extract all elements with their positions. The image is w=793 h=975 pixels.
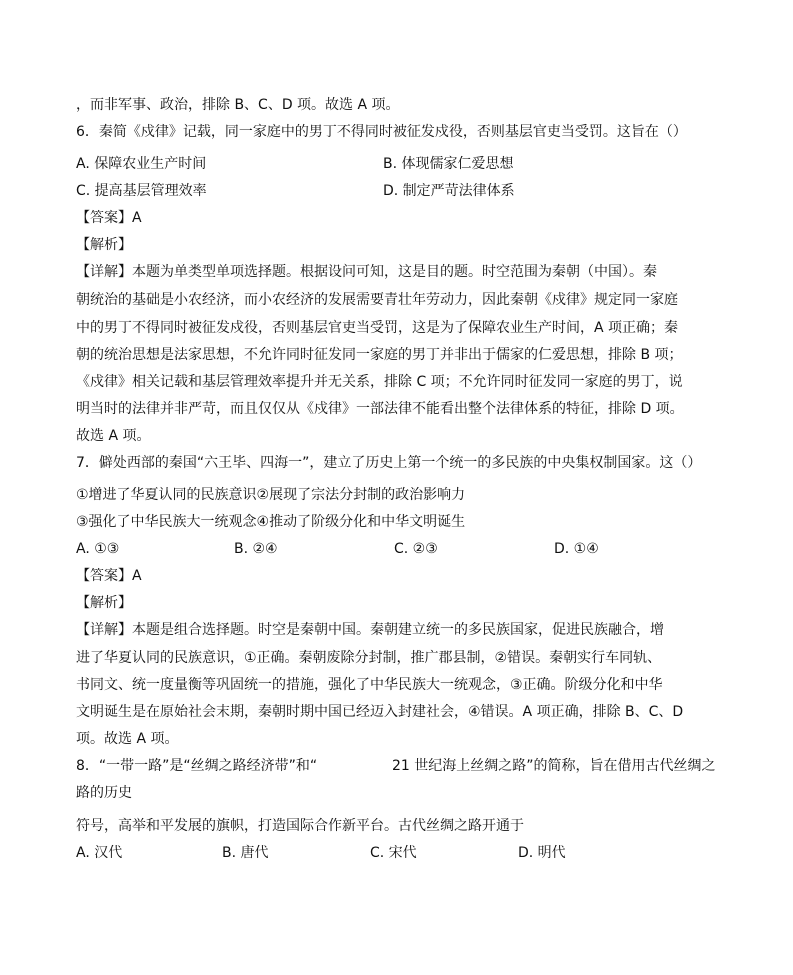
statement-line: ③强化了中华民族大一统观念④推动了阶级分化和中华文明诞生 — [76, 514, 466, 530]
explanation-line: 朝统治的基础是小农经济，而小农经济的发展需要青壮年劳动力，因此秦朝《戍律》规定同一家庭 — [76, 292, 678, 308]
option-b: B. 唐代 — [222, 845, 269, 861]
explanation-line: 【详解】本题为单类型单项选择题。根据设问可知，这是目的题。时空范围为秦朝（中国）。秦 — [76, 264, 657, 280]
text-line: 路的历史 — [76, 785, 132, 801]
option-d: D. ①④ — [554, 541, 599, 557]
explanation-line: 《戍律》相关记载和基层管理效率提升并无关系，排除 C 项；不允许同时征发同一家庭的男丁，说 — [76, 374, 683, 390]
answer-label: 【答案】A — [76, 210, 142, 226]
option-a: A. 保障农业生产时间 — [76, 156, 207, 172]
question-8-stem-cont: 21 世纪海上丝绸之路”的简称，旨在借用古代丝绸之 — [392, 758, 716, 774]
explanation-line: 中的男丁不得同时被征发戍役，否则基层官吏当受罚，这是为了保障农业生产时间，A 项正确；秦 — [76, 320, 679, 336]
question-6-stem: 6．秦简《戍律》记载，同一家庭中的男丁不得同时被征发戍役，否则基层官吏当受罚。这旨在（） — [76, 124, 687, 140]
option-c: C. 宋代 — [370, 845, 417, 861]
analysis-label: 【解析】 — [76, 237, 132, 253]
explanation-line: 故选 A 项。 — [76, 428, 151, 444]
option-b: B. ②④ — [234, 541, 278, 557]
option-a: A. 汉代 — [76, 845, 123, 861]
answer-label: 【答案】A — [76, 568, 142, 584]
explanation-line: 明当时的法律并非严苛，而且仅仅从《戍律》一部法律不能看出整个法律体系的特征，排除 D 项。 — [76, 401, 684, 417]
question-7-stem: 7．僻处西部的秦国“六王毕、四海一”，建立了历史上第一个统一的多民族的中央集权制国家。这（） — [76, 455, 702, 471]
explanation-line: 文明诞生是在原始社会末期，秦朝时期中国已经迈入封建社会，④错误。A 项正确，排除 B、C、D — [76, 704, 684, 720]
option-a: A. ①③ — [76, 541, 120, 557]
explanation-line: 书同文、统一度量衡等巩固统一的措施，强化了中华民族大一统观念，③正确。阶级分化和中华 — [76, 677, 663, 693]
option-d: D. 明代 — [518, 845, 566, 861]
option-c: C. 提高基层管理效率 — [76, 183, 207, 199]
statement-line: ①增进了华夏认同的民族意识②展现了宗法分封制的政治影响力 — [76, 487, 466, 503]
option-c: C. ②③ — [394, 541, 438, 557]
explanation-line: 项。故选 A 项。 — [76, 731, 179, 747]
option-d: D. 制定严苛法律体系 — [383, 183, 515, 199]
explanation-line: 【详解】本题是组合选择题。时空是秦朝中国。秦朝建立统一的多民族国家，促进民族融合，增 — [76, 622, 664, 638]
analysis-label: 【解析】 — [76, 595, 132, 611]
explanation-line: 进了华夏认同的民族意识，①正确。秦朝废除分封制，推广郡县制，②错误。秦朝实行车同轨、 — [76, 650, 662, 666]
question-8-stem: 8．“一带一路”是“丝绸之路经济带”和“ — [76, 758, 318, 774]
option-b: B. 体现儒家仁爱思想 — [383, 156, 514, 172]
text-line: 符号，高举和平发展的旗帜，打造国际合作新平台。古代丝绸之路开通于 — [76, 818, 524, 834]
explanation-line: 朝的统治思想是法家思想，不允许同时征发同一家庭的男丁并非出于儒家的仁爱思想，排除 B 项； — [76, 347, 683, 363]
text-line: ，而非军事、政治，排除 B、C、D 项。故选 A 项。 — [76, 97, 400, 113]
